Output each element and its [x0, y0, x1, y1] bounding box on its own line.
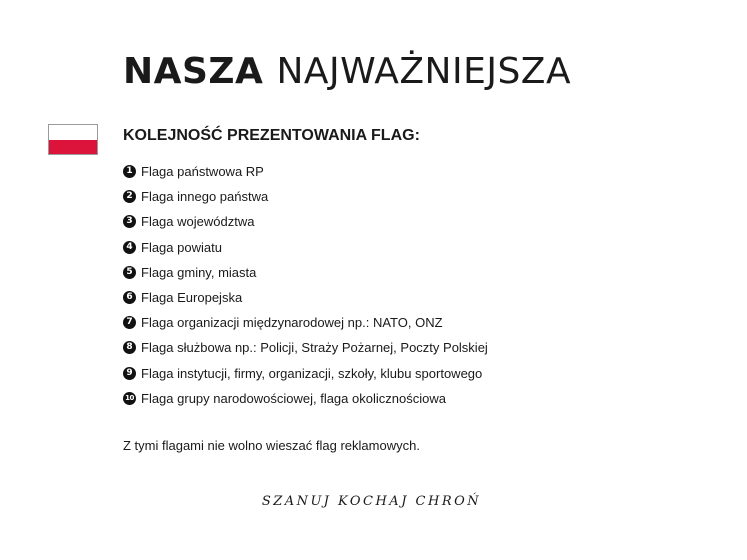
- section-heading: KOLEJNOŚĆ PREZENTOWANIA FLAG:: [123, 127, 420, 144]
- list-item-text: Flaga instytucji, firmy, organizacji, szkoły, klubu sportowego: [141, 365, 483, 381]
- number-badge: 10: [123, 392, 136, 405]
- number-badge: 3: [123, 215, 136, 228]
- flag-red-stripe: [49, 140, 97, 155]
- list-item-text: Flaga innego państwa: [141, 189, 269, 205]
- list-item-text: Flaga powiatu: [141, 239, 222, 255]
- title-bold: NASZA: [123, 51, 264, 92]
- list-item-text: Flaga grupy narodowościowej, flaga okolicznościowa: [141, 390, 446, 406]
- list-item: [123, 361, 488, 386]
- number-badge: 8: [123, 341, 136, 354]
- list-item: [123, 386, 488, 411]
- number-badge: 2: [123, 190, 136, 203]
- number-badge: 5: [123, 266, 136, 279]
- number-badge: 9: [123, 367, 136, 380]
- list-item-text: Flaga służbowa np.: Policji, Straży Pożarnej, Poczty Polskiej: [141, 340, 488, 356]
- title-light: NAJWAŻNIEJSZA: [276, 51, 572, 92]
- flag-white-stripe: [49, 125, 97, 140]
- number-badge: 1: [123, 165, 136, 178]
- list-item-text: Flaga organizacji międzynarodowej np.: NATO, ONZ: [141, 315, 443, 331]
- list-item-text: Flaga państwowa RP: [141, 164, 264, 180]
- list-item-text: Flaga Europejska: [141, 290, 243, 306]
- list-item: [123, 209, 488, 234]
- motto: SZANUJ KOCHAJ CHROŃ: [261, 494, 482, 509]
- list-item: [123, 235, 488, 260]
- list-item: [123, 310, 488, 335]
- number-badge: 6: [123, 291, 136, 304]
- list-item: [123, 335, 488, 360]
- polish-flag-icon: [48, 124, 98, 155]
- list-item-text: Flaga województwa: [141, 214, 255, 230]
- list-item: [123, 260, 488, 285]
- list-item-text: Flaga gminy, miasta: [141, 264, 257, 280]
- list-item: [123, 184, 488, 209]
- number-badge: 4: [123, 241, 136, 254]
- flag-order-list: [123, 159, 488, 411]
- warning-note: Z tymi flagami nie wolno wieszać flag reklamowych.: [123, 438, 420, 453]
- number-badge: 7: [123, 316, 136, 329]
- page-title: [123, 50, 571, 94]
- list-item: [123, 159, 488, 184]
- list-item: [123, 285, 488, 310]
